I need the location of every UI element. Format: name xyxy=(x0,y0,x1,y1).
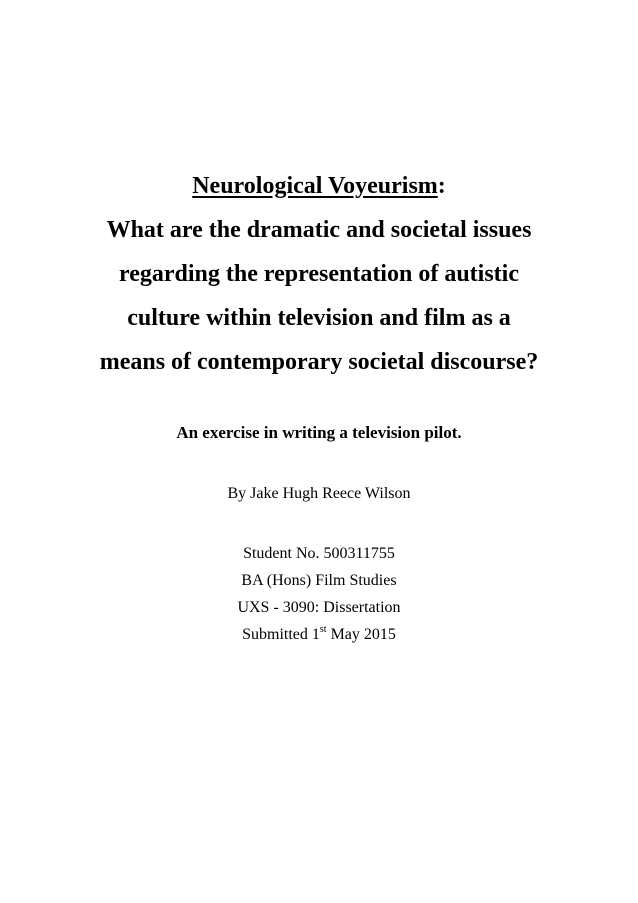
submission-details xyxy=(0,540,638,648)
title-line-1: What are the dramatic and societal issues xyxy=(106,217,532,243)
title-heading-colon: : xyxy=(437,173,446,199)
submission-date-suffix: May 2015 xyxy=(326,626,396,643)
student-number: Student No. 500311755 xyxy=(243,545,395,562)
submission-date xyxy=(0,621,638,648)
author-line: By Jake Hugh Reece Wilson xyxy=(227,485,411,502)
submission-date-ordinal: st xyxy=(319,624,327,635)
title-heading-line xyxy=(0,164,638,208)
degree-programme: BA (Hons) Film Studies xyxy=(241,572,397,589)
module-code: UXS - 3090: Dissertation xyxy=(237,599,401,616)
title-line-2: regarding the representation of autistic xyxy=(119,261,519,287)
dissertation-title xyxy=(0,164,638,384)
submission-date-prefix: Submitted 1 xyxy=(242,626,320,643)
subtitle: An exercise in writing a television pilot. xyxy=(176,423,462,442)
title-line-3: culture within television and film as a xyxy=(127,305,511,331)
title-heading: Neurological Voyeurism xyxy=(192,173,438,199)
title-line-4: means of contemporary societal discourse? xyxy=(99,349,539,375)
